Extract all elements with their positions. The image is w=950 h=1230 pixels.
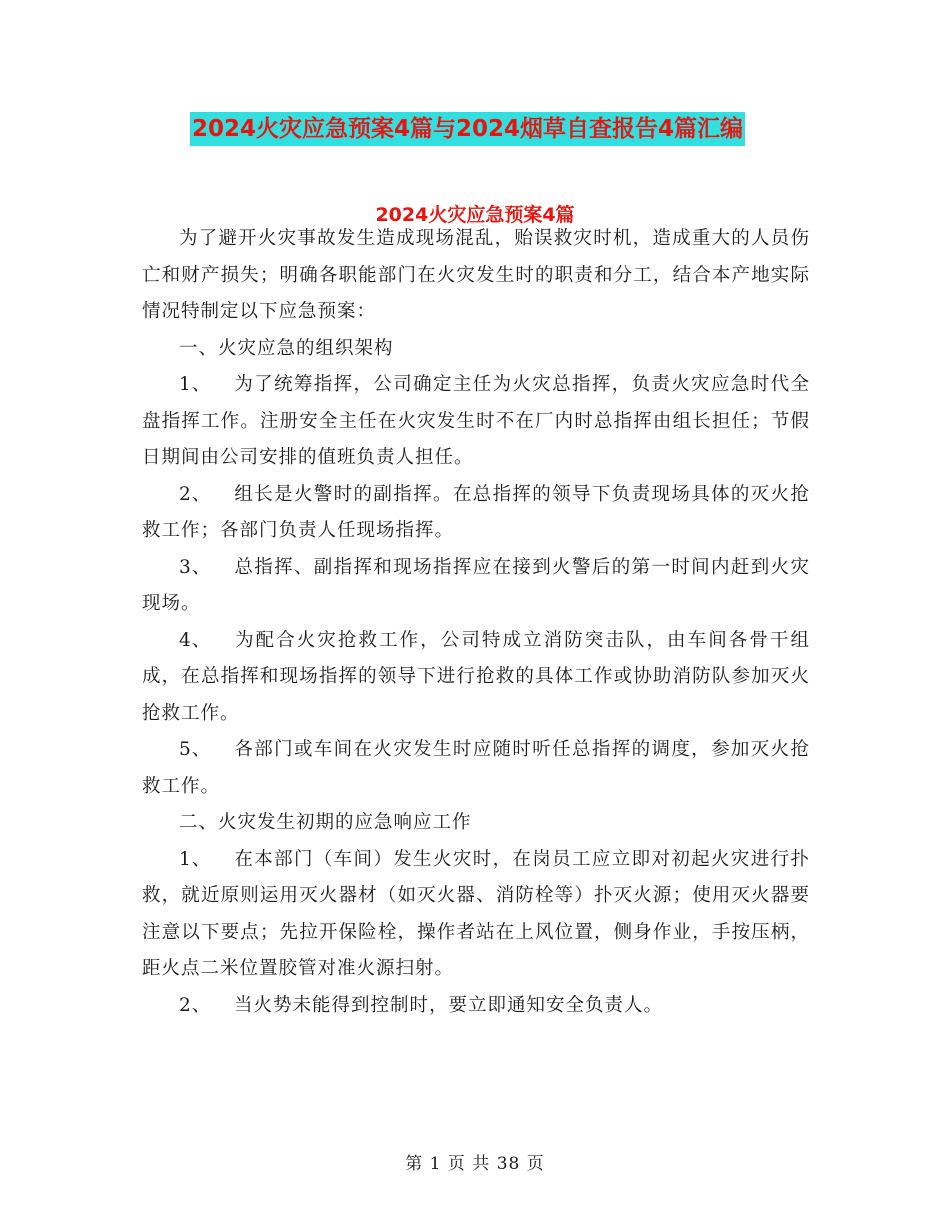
list-item-text: 组长是火警时的副指挥。在总指挥的领导下负责现场具体的灭火抢救工作；各部门负责人任现场指挥。 [142, 483, 810, 541]
list-item-number: 1、 [179, 848, 212, 870]
list-item-number: 5、 [179, 739, 212, 760]
list-item-number: 4、 [179, 629, 212, 651]
list-item-number: 2、 [179, 483, 212, 505]
document-body [142, 221, 810, 1024]
page-number-footer: 第 1 页 共 38 页 [405, 1154, 545, 1174]
list-item-text: 各部门或车间在火灾发生时应随时听任总指挥的调度，参加灭火抢救工作。 [142, 739, 810, 797]
list-item-number: 3、 [179, 556, 212, 578]
list-item [142, 477, 810, 550]
list-item [142, 842, 810, 988]
list-item [142, 550, 810, 623]
list-item [142, 367, 810, 477]
list-item-number: 1、 [179, 374, 212, 395]
list-item-text: 在本部门（车间）发生火灾时，在岗员工应立即对初起火灾进行扑救，就近原则运用灭火器材（如灭火器、消防栓等）扑灭火源；使用灭火器要注意以下要点；先拉开保险栓，操作者站在上风位置，侧身作业，手按压柄，距火点二米位置胶管对准火源扫射。 [142, 848, 810, 979]
intro-paragraph: 为了避开火灾事故发生造成现场混乱，贻误救灾时机，造成重大的人员伤亡和财产损失；明确各职能部门在火灾发生时的职责和分工，结合本产地实际情况特制定以下应急预案： [142, 228, 810, 322]
list-item [142, 732, 810, 805]
list-item-text: 当火势未能得到控制时，要立即通知安全负责人。 [234, 994, 664, 1016]
document-title: 2024火灾应急预案4篇与2024烟草自查报告4篇汇编 [190, 112, 745, 146]
list-item-text: 为配合火灾抢救工作，公司特成立消防突击队，由车间各骨干组成，在总指挥和现场指挥的领导下进行抢救的具体工作或协助消防队参加灭火抢救工作。 [142, 629, 810, 724]
list-item-number: 2、 [179, 994, 212, 1016]
list-item [142, 988, 810, 1025]
list-item [142, 623, 810, 733]
list-item-text: 总指挥、副指挥和现场指挥应在接到火警后的第一时间内赶到火灾现场。 [142, 556, 810, 614]
heading-initial-response: 二、火灾发生初期的应急响应工作 [179, 812, 472, 833]
list-item-text: 为了统筹指挥，公司确定主任为火灾总指挥，负责火灾应急时代全盘指挥工作。注册安全主任在火灾发生时不在厂内时总指挥由组长担任；节假日期间由公司安排的值班负责人担任。 [142, 374, 810, 468]
heading-organization: 一、火灾应急的组织架构 [179, 337, 394, 359]
section-title: 2024火灾应急预案4篇 [375, 204, 575, 226]
